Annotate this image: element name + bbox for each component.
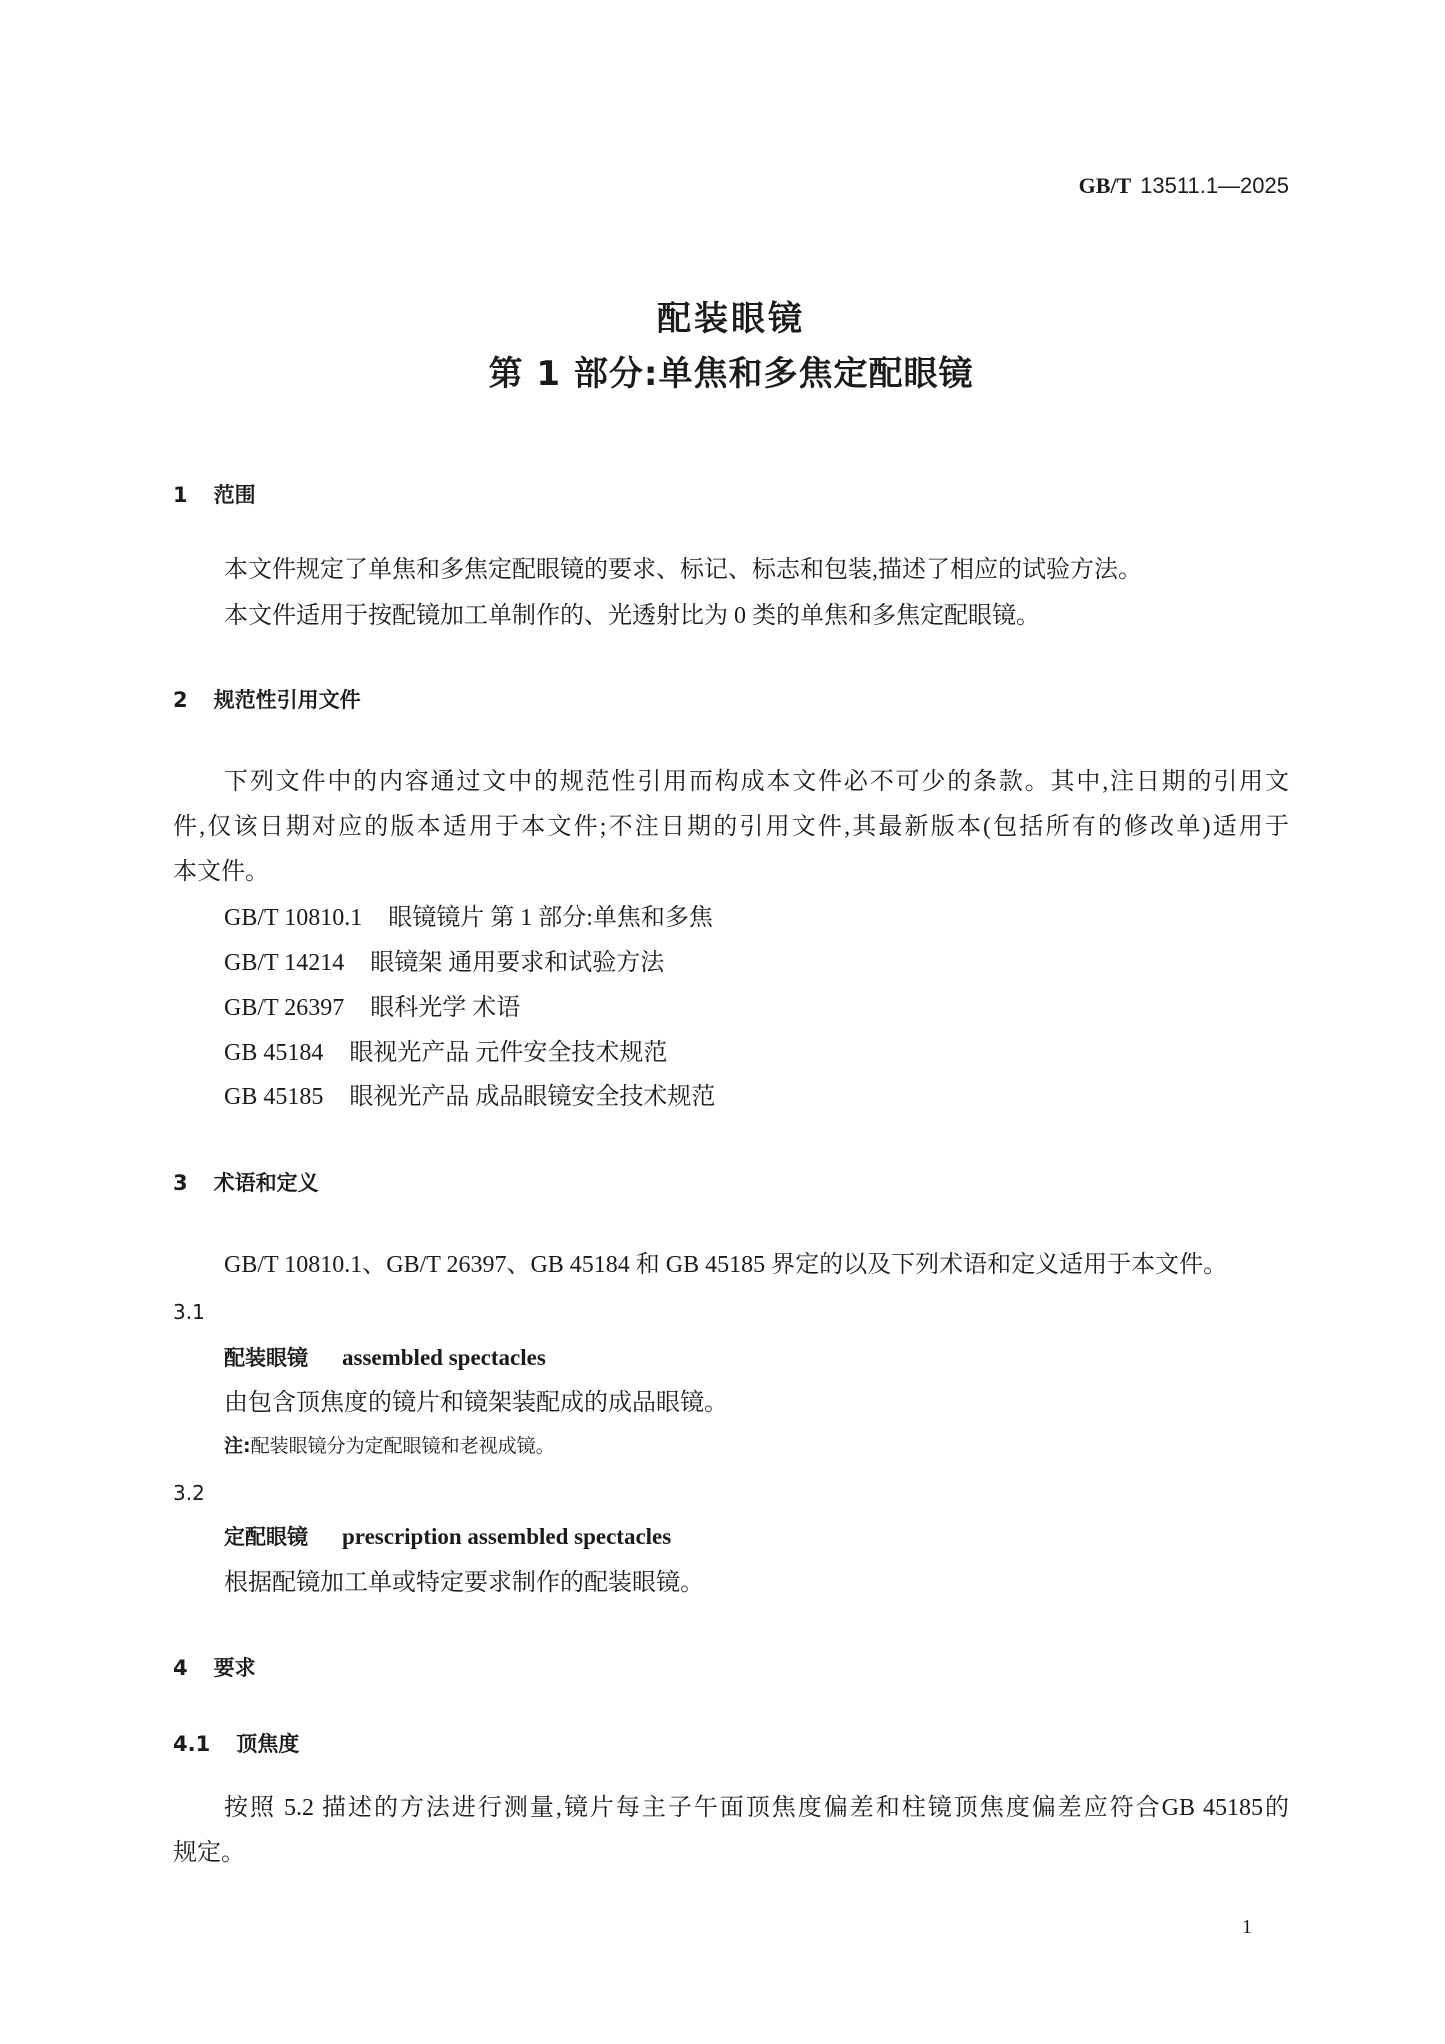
reference-code: GB 45185 — [224, 1084, 324, 1110]
standard-designation — [1079, 171, 1289, 201]
reference-item — [224, 947, 664, 979]
reference-item — [224, 1037, 667, 1069]
reference-title: 眼镜架 通用要求和试验方法 — [370, 950, 665, 976]
reference-item — [224, 1081, 715, 1113]
term-chinese: 配装眼镜 — [224, 1346, 308, 1370]
section-number: 4 — [173, 1656, 188, 1680]
section-number: 3 — [173, 1171, 188, 1195]
scope-paragraph: 本文件适用于按配镜加工单制作的、光透射比为 0 类的单焦和多焦定配眼镜。 — [224, 603, 1040, 629]
term-english: assembled spectacles — [342, 1345, 546, 1370]
references-intro-line: 下列文件中的内容通过文中的规范性引用而构成本文件必不可少的条款。其中,注日期的引用文 — [224, 769, 1289, 795]
reference-title: 眼视光产品 成品眼镜安全技术规范 — [349, 1084, 716, 1110]
subsection-title: 顶焦度 — [236, 1732, 300, 1756]
section-heading-normative-references — [173, 685, 361, 715]
term-entry — [224, 1342, 546, 1374]
note-text: 配装眼镜分为定配眼镜和老视成镜。 — [250, 1436, 555, 1457]
page-number: 1 — [1242, 1916, 1252, 1938]
reference-code: GB 45184 — [224, 1040, 324, 1066]
clause-number: 3.1 — [173, 1300, 205, 1324]
term-definition: 由包含顶焦度的镜片和镜架装配成的成品眼镜。 — [224, 1390, 728, 1416]
term-note — [224, 1433, 555, 1460]
document-title-line1: 配装眼镜 — [657, 299, 805, 339]
terms-intro: GB/T 10810.1、GB/T 26397、GB 45184 和 GB 45185 界定的以及下列术语和定义适用于本文件。 — [224, 1252, 1228, 1278]
standard-number: 13511.1—2025 — [1140, 173, 1289, 198]
reference-item — [224, 902, 713, 934]
section-heading-terms — [173, 1168, 319, 1198]
reference-title: 眼视光产品 元件安全技术规范 — [349, 1040, 668, 1066]
reference-item — [224, 992, 520, 1024]
section-title: 术语和定义 — [213, 1171, 319, 1195]
scope-paragraph: 本文件规定了单焦和多焦定配眼镜的要求、标记、标志和包装,描述了相应的试验方法。 — [224, 557, 1142, 583]
requirement-text-line: 按照 5.2 描述的方法进行测量,镜片每主子午面顶焦度偏差和柱镜顶焦度偏差应符合GB 45185的 — [224, 1795, 1289, 1821]
clause-number: 3.2 — [173, 1481, 205, 1505]
reference-code: GB/T 10810.1 — [224, 905, 363, 931]
term-chinese: 定配眼镜 — [224, 1525, 308, 1549]
section-heading-scope — [173, 480, 256, 510]
section-number: 2 — [173, 688, 188, 712]
subsection-heading-vertex-power — [173, 1729, 299, 1759]
section-number: 1 — [173, 483, 188, 507]
term-entry — [224, 1521, 671, 1553]
reference-title: 眼科光学 术语 — [370, 995, 521, 1021]
reference-code: GB/T 14214 — [224, 950, 345, 976]
requirement-text-line: 规定。 — [173, 1840, 245, 1866]
document-title-line2: 第 1 部分:单焦和多焦定配眼镜 — [488, 354, 974, 394]
standard-prefix: GB/T — [1078, 173, 1132, 198]
subsection-number: 4.1 — [173, 1732, 211, 1756]
reference-code: GB/T 26397 — [224, 995, 345, 1021]
references-intro-line: 本文件。 — [173, 859, 269, 885]
section-title: 范围 — [213, 483, 256, 507]
section-title: 要求 — [213, 1656, 256, 1680]
reference-title: 眼镜镜片 第 1 部分:单焦和多焦 — [388, 905, 713, 931]
section-title: 规范性引用文件 — [213, 688, 361, 712]
term-english: prescription assembled spectacles — [342, 1524, 672, 1549]
references-intro-line: 件,仅该日期对应的版本适用于本文件;不注日期的引用文件,其最新版本(包括所有的修改单)适用于 — [173, 814, 1289, 840]
term-definition: 根据配镜加工单或特定要求制作的配装眼镜。 — [224, 1570, 704, 1596]
note-label: 注: — [224, 1435, 251, 1457]
section-heading-requirements — [173, 1653, 256, 1683]
